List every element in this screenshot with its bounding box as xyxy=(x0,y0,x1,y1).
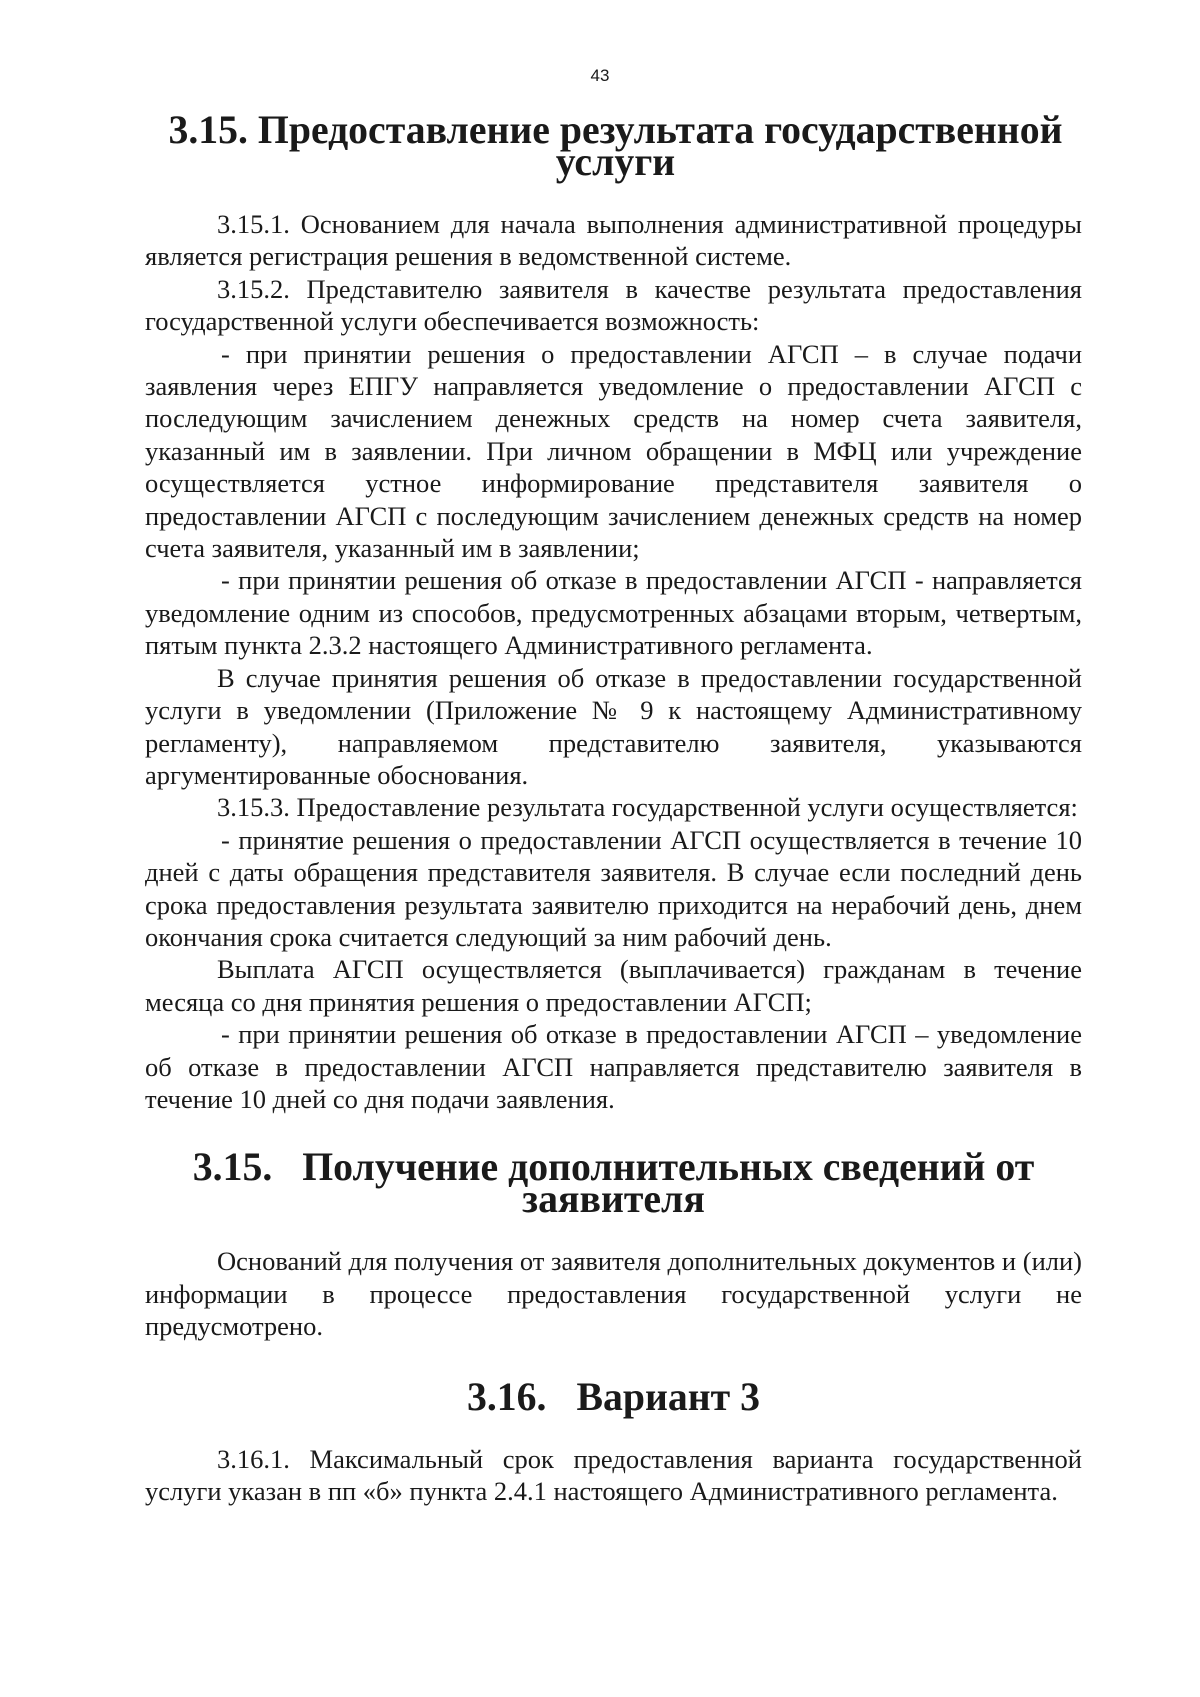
paragraph-additional-info: Оснований для получения от заявителя дополнительных документов и (или) информации в процессе предоставления государственной услуги не предусмотрено. xyxy=(145,1246,1082,1342)
section-number: 3.16. xyxy=(466,1374,547,1419)
paragraph-payment-term: Выплата АГСП осуществляется (выплачивается) гражданам в течение месяца со дня принятия решения о предоставлении АГСП; xyxy=(145,954,1082,1017)
paragraph-approval-item: - при принятии решения о предоставлении АГСП – в случае подачи заявления через ЕПГУ направляется уведомление о предоставлении АГСП с последующим зачислением денежных средств на номер счета заявителя, указанный им в заявлении. При личном обращении в МФЦ или учреждение осуществляется устное информирование представителя заявителя о предоставлении АГСП с последующим зачислением денежных средств на номер счета заявителя, указанный им в заявлении; xyxy=(145,338,1082,564)
paragraph-refusal-term: - при принятии решения об отказе в предоставлении АГСП – уведомление об отказе в предоставлении АГСП направляется представителю заявителя в течение 10 дней со дня подачи заявления. xyxy=(145,1019,1082,1114)
paragraph-3-15-3: 3.15.3. Предоставление результата государственной услуги осуществляется: xyxy=(217,792,1078,823)
section-heading-3-15: 3.15. Предоставление результата государственной услуги xyxy=(168,108,1063,184)
paragraph-decision-term: - принятие решения о предоставлении АГСП осуществляется в течение 10 дней с даты обращения представителя заявителя. В случае если последний день срока предоставления результата заявителю приходится на нерабочий день, днем окончания срока считается следующий за ним рабочий день. xyxy=(145,824,1082,952)
paragraph-3-15-1: 3.15.1. Основанием для начала выполнения административной процедуры является регистрация решения в ведомственной системе. xyxy=(145,209,1082,272)
section-heading-additional-info xyxy=(145,1145,1082,1222)
section-heading-3-16 xyxy=(145,1374,1082,1419)
paragraph-refusal-notice: В случае принятия решения об отказе в предоставлении государственной услуги в уведомлении (Приложение № 9 к настоящему Административному регламенту), направляемом представителю заявителя, указываются аргументированные обоснования. xyxy=(145,662,1082,790)
section-title: Вариант 3 xyxy=(576,1374,760,1419)
document-body xyxy=(145,108,1082,1507)
section-title: Получение дополнительных сведений от заявителя xyxy=(302,1145,1035,1222)
paragraph-refusal-item: - при принятии решения об отказе в предоставлении АГСП - направляется уведомление одним из способов, предусмотренных абзацами вторым, четвертым, пятым пункта 2.3.2 настоящего Административного регламента. xyxy=(145,565,1082,661)
section-number: 3.15. xyxy=(192,1145,273,1190)
paragraph-3-15-2: 3.15.2. Представителю заявителя в качестве результата предоставления государственной услуги обеспечивается возможность: xyxy=(145,273,1082,337)
page-number: 43 xyxy=(590,66,610,85)
paragraph-3-16-1: 3.16.1. Максимальный срок предоставления варианта государственной услуги указан в пп «б» пункта 2.4.1 настоящего Административного регламента. xyxy=(145,1443,1082,1506)
